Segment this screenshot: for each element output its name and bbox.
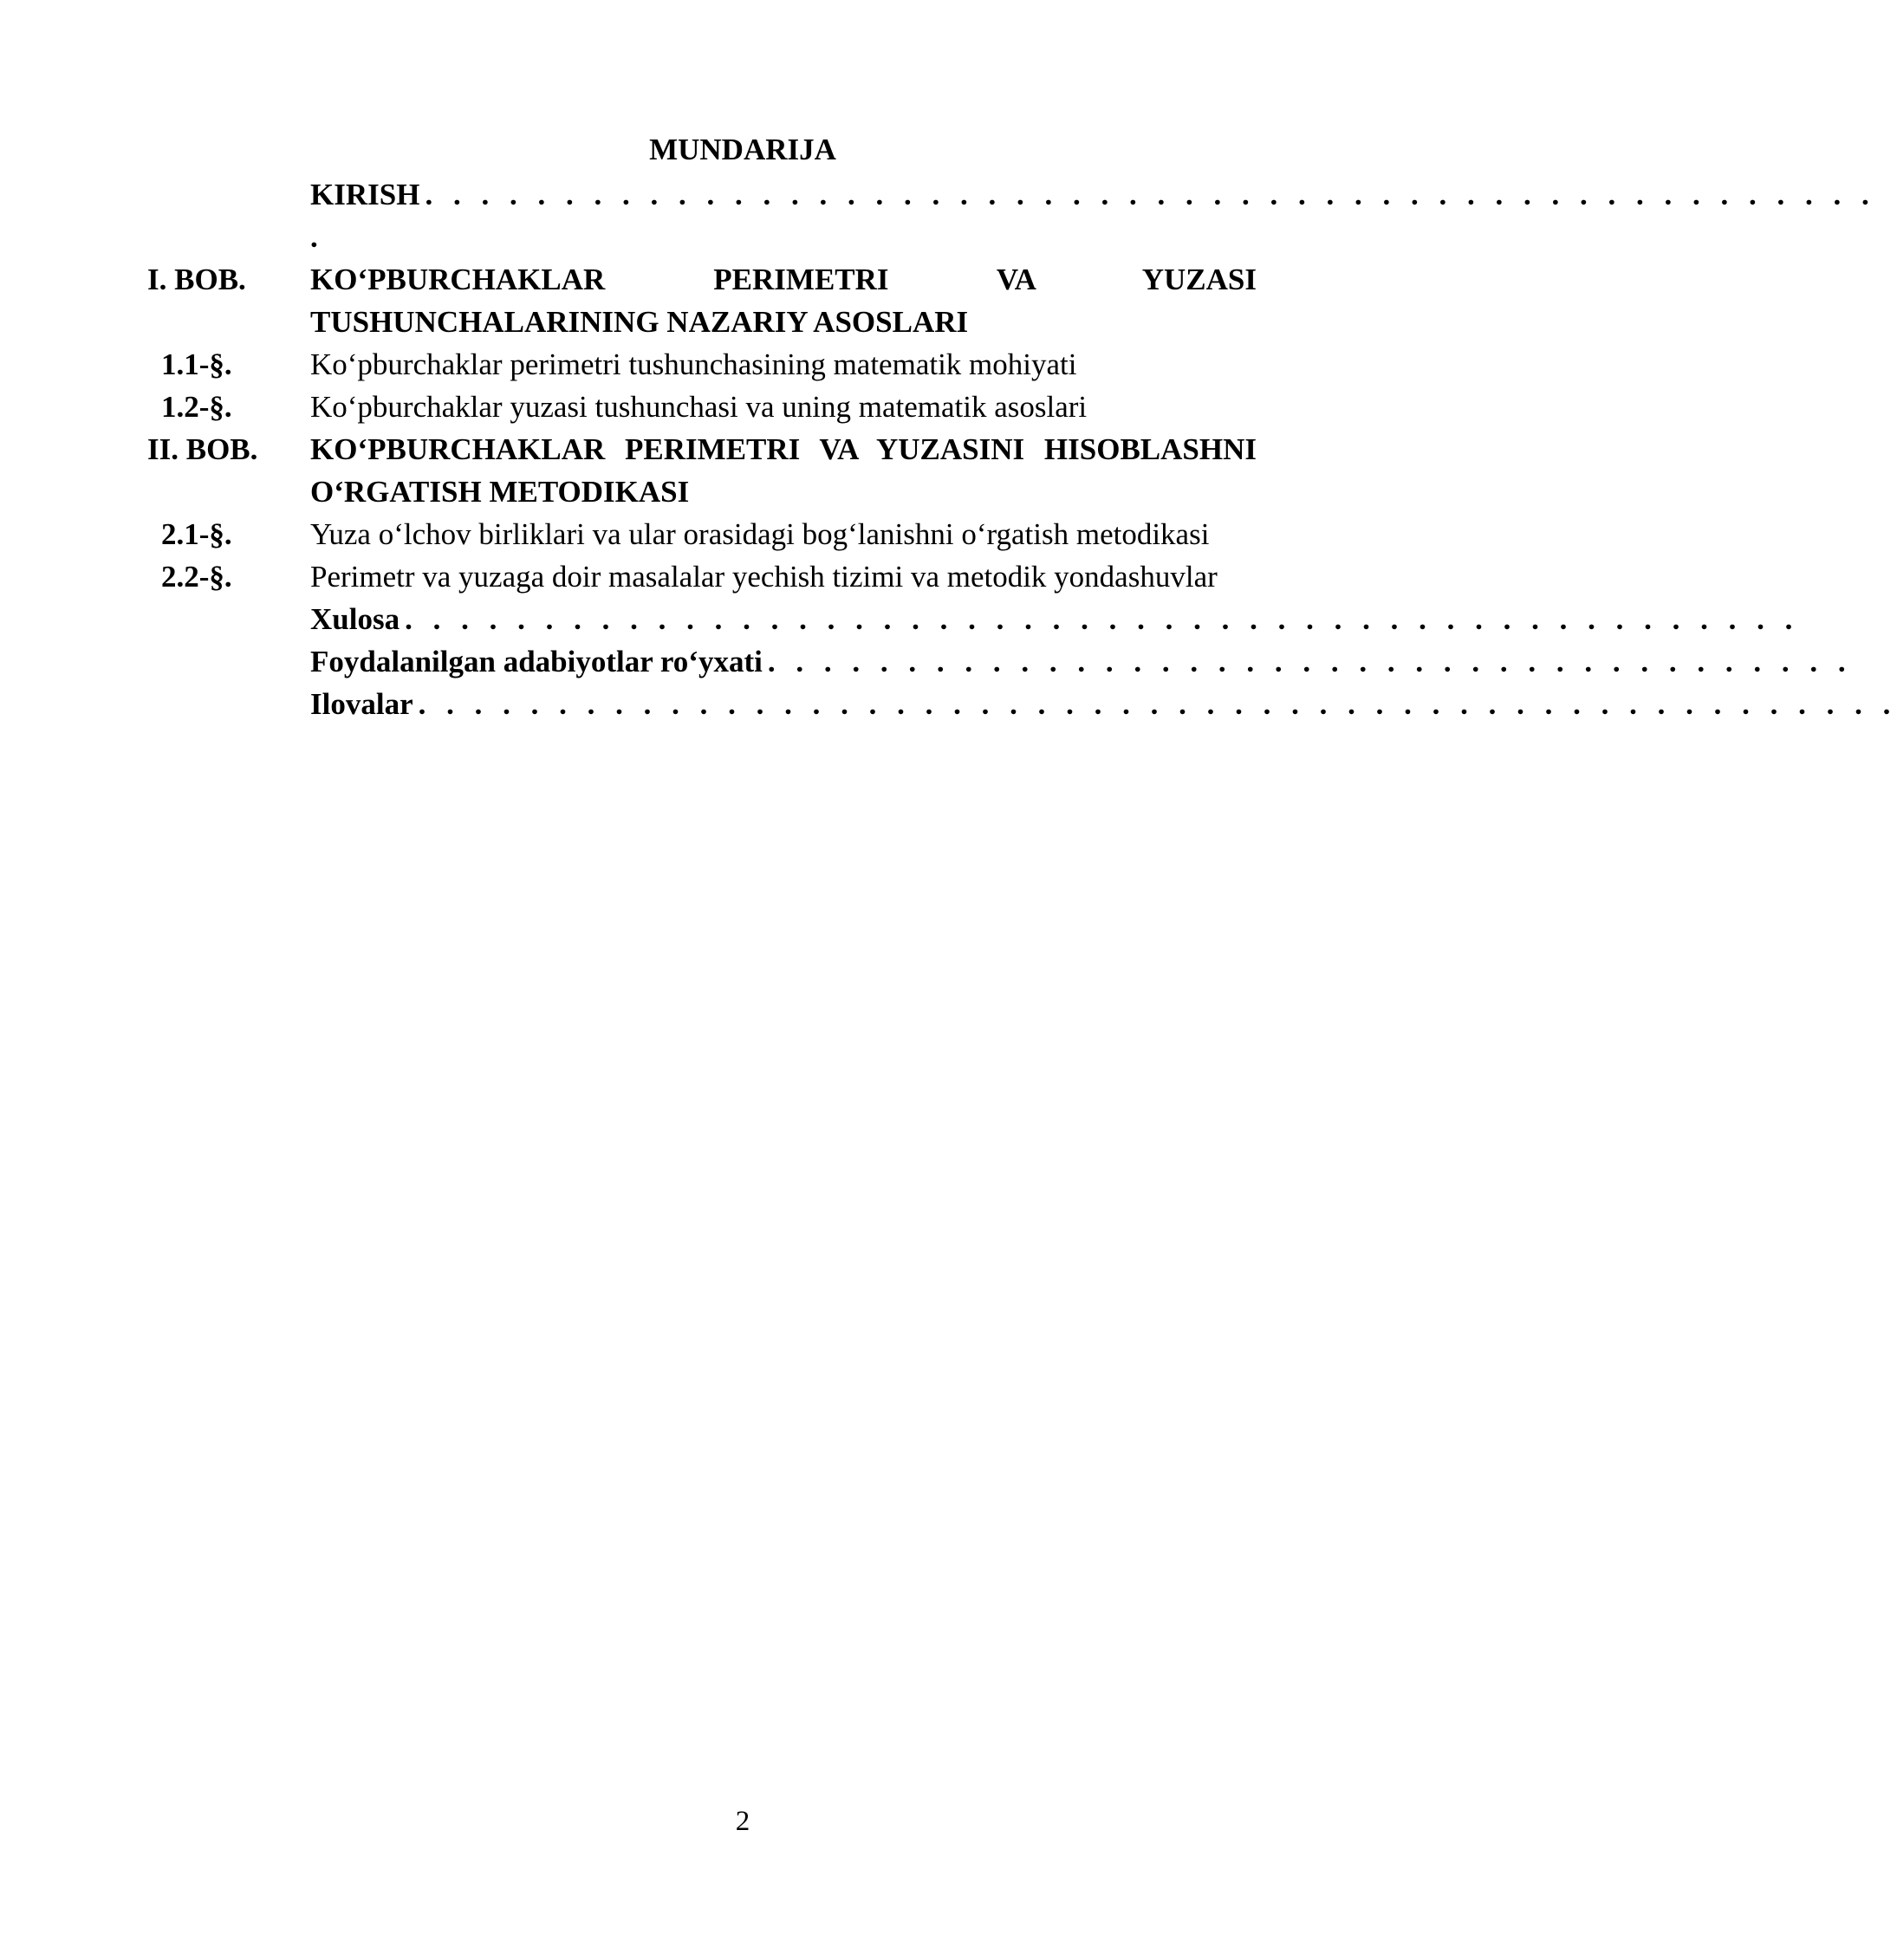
page-title: MUNDARIJA (649, 133, 836, 166)
section-number: 2.2-§. (161, 560, 232, 594)
toc-section-1-2[interactable] (147, 386, 1257, 428)
page-number: 2 (735, 1806, 750, 1837)
section-number: 1.1-§. (161, 347, 232, 381)
toc-section-1-1[interactable] (147, 343, 1257, 386)
chapter-number: I. BOB. (147, 263, 246, 296)
dot-leader: . . . . . . . . . . . . . . . . . . . . . . . . . . . . . . . . . . . . . . . . . . . . . . . . . . (405, 602, 1799, 636)
section-title: Perimetr va yuzaga doir masalalar yechish tizimi va metodik yondashuvlar (310, 560, 1218, 594)
toc-label-intro: KIRISH (310, 178, 420, 211)
section-title: Ko‘pburchaklar yuzasi tushunchasi va uning matematik asoslari (310, 390, 1088, 424)
dot-leader-continue: . (310, 220, 318, 254)
chapter-title: KO‘PBURCHAKLAR PERIMETRI VA YUZASINI HISOBLASHNI O‘RGATISH METODIKASI (310, 432, 1257, 509)
toc-section-2-2[interactable] (147, 555, 1257, 598)
section-number: 1.2-§. (161, 390, 232, 424)
toc-leader (310, 640, 1852, 683)
toc-entry-appendices[interactable] (147, 683, 1897, 725)
toc-leader (310, 683, 1897, 725)
toc-entry-references[interactable] (147, 640, 1853, 683)
toc-chapter-2[interactable] (147, 428, 1257, 513)
chapter-number: II. BOB. (147, 432, 258, 466)
dot-leader: . . . . . . . . . . . . . . . . . . . . . . . . . . . . . . . . . . . . . . . (767, 645, 1853, 678)
toc-label-references: Foydalanilgan adabiyotlar ro‘yxati (310, 645, 763, 678)
toc-label-appendices: Ilovalar (310, 687, 413, 721)
toc-section-2-1[interactable] (147, 513, 1257, 555)
toc-entry-intro[interactable] (147, 173, 1876, 258)
toc-leader (310, 173, 1875, 216)
toc-label-conclusion: Xulosa (310, 602, 400, 636)
section-title: Ko‘pburchaklar perimetri tushunchasining matematik mohiyati (310, 347, 1077, 381)
toc-entry-conclusion[interactable] (147, 598, 1799, 640)
dot-leader: . . . . . . . . . . . . . . . . . . . . . . . . . . . . . . . . . . . . . . . . . . . . . . . . . . . . (425, 178, 1876, 211)
toc-leader (310, 598, 1799, 640)
section-title: Yuza o‘lchov birliklari va ular orasidagi bog‘lanishni o‘rgatish metodikasi (310, 517, 1210, 551)
toc-chapter-1[interactable] (147, 258, 1257, 343)
chapter-title: KO‘PBURCHAKLAR PERIMETRI VA YUZASI TUSHUNCHALARINING NAZARIY ASOSLARI (310, 263, 1257, 339)
table-of-contents (147, 173, 1897, 725)
section-number: 2.1-§. (161, 517, 232, 551)
dot-leader: . . . . . . . . . . . . . . . . . . . . . . . . . . . . . . . . . . . . . . . . . . . . . . . . . . . . . (418, 687, 1897, 721)
